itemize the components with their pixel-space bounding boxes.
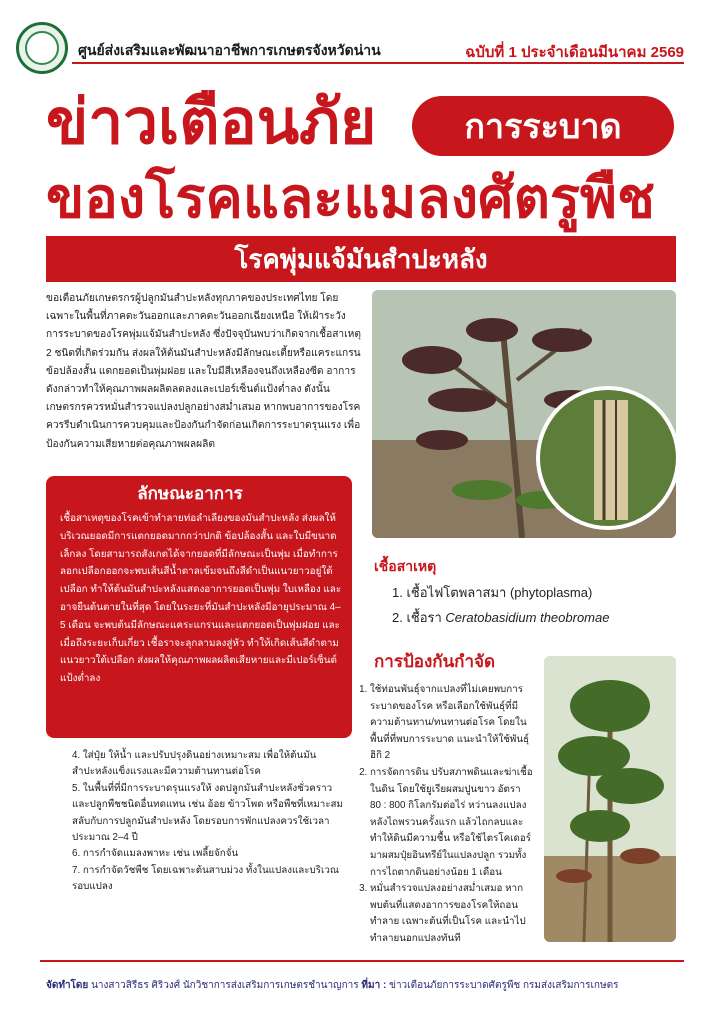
additional-prevention-item: 6. การกำจัดแมลงพาหะ เช่น เพลี้ยจักจั่น: [72, 848, 239, 860]
footer-rule: [40, 960, 684, 962]
prevention-list: [358, 682, 534, 948]
footer-source: ข่าวเตือนภัยการระบาดศัตรูพืช กรมส่งเสริมการเกษตร: [386, 980, 619, 991]
issue-number: ฉบับที่ 1 ประจำเดือนมีนาคม 2569: [465, 44, 684, 61]
cause-item-fungus: [392, 605, 609, 630]
headline-warning: ข่าวเตือนภัย: [46, 88, 377, 157]
additional-prevention-item: 4. ใส่ปุ๋ย ให้น้ำ และปรับปรุงดินอย่างเหมาะสม เพื่อให้ต้นมันสำปะหลังแข็งแรงและมีความต้านทานต่อโรค: [72, 750, 317, 778]
department-logo: [16, 22, 68, 74]
diseased-cassava-photo: [372, 290, 676, 538]
prevention-item: 2. การจัดการดิน ปรับสภาพดินและฆ่าเชื้อในดิน โดยใช้ยูเรียผสมปูนขาว อัตรา 80 : 800 กิโลกรัมต่อไร่ หว่านลงแปลงหลังไถพรวนครั้งแรก แล้วไถกลบและทำให้ดินมีความชื้น หรือใช้ไตรโคเดอร์มาผสมปุ๋ยอินทรีย์ในแปลงปลูก รวมทั้งการไถตากดินอย่างน้อย 1 เดือน: [370, 765, 534, 881]
prevention-item: 3. หมั่นสำรวจแปลงอย่างสม่ำเสมอ หากพบต้นที่แสดงอาการของโรคให้ถอนทำลาย เฉพาะต้นที่เป็นโรค และนำไปทำลายนอกแปลงทันที: [370, 881, 534, 947]
cause-item-phytoplasma: 1. เชื้อไฟโตพลาสมา (phytoplasma): [392, 585, 593, 600]
cassava-field-illustration: [544, 656, 676, 942]
seal-icon: [25, 31, 59, 65]
disease-title: โรคพุ่มแจ้มันสำปะหลัง: [46, 236, 676, 282]
footer-prepared-by: นางสาวสิรีธร ศิริวงศ์ นักวิชาการส่งเสริมการเกษตรชำนาญการ: [88, 980, 362, 991]
cause-title: เชื้อสาเหตุ: [374, 558, 437, 574]
additional-prevention-item: 7. การกำจัดวัชพืช โดยเฉพาะต้นสาบม่วง ทั้งในแปลงและบริเวณรอบแปลง: [72, 864, 339, 893]
additional-prevention-list: [58, 748, 350, 896]
prevention-title: การป้องกันกำจัด: [374, 652, 496, 671]
headline-subject: ของโรคและแมลงศัตรูพืช: [46, 166, 655, 229]
symptoms-text: เชื้อสาเหตุของโรคเข้าทำลายท่อลำเลียงของมันสำปะหลัง ส่งผลให้บริเวณยอดมีการแตกยอดมากกว่าปกติ ข้อปล้องสั้น และใบมีขนาดเล็กลง โดยสามารถสังเกตได้จากยอดที่มีลักษณะเป็นพุ่ม เมื่อทำการลอกเปลือกออกจะพบเส้นสีน้ำตาลเข้มจนถึงสีดำเป็นแนวยาวอยู่ใต้เปลือก ทำให้ต้นมันสำปะหลังแสดงอาการยอดเป็นพุ่ม ใบเหลือง และอาจยืนต้นตายในที่สุด โดยในระยะที่มันสำปะหลังมีอายุประมาณ 4–5 เดือน จะพบต้นมีลักษณะแคระแกรนและแตกยอดเป็นพุ่มฝอย และเมื่อถึงระยะเก็บเกี่ยว เชื้อราจะลุกลามลงสู่หัว ทำให้เกิดเส้นสีดำตามแนวยาวใต้เปลือก ส่งผลให้คุณภาพผลผลิตเสียหายและมีเปอร์เซ็นต์แป้งต่ำลง: [60, 513, 342, 685]
additional-prevention-item: 5. ในพื้นที่ที่มีการระบาดรุนแรงให้ งดปลูกมันสำปะหลังชั่วคราว และปลูกพืชชนิดอื่นทดแทน เช่น อ้อย ข้าวโพด หรือพืชที่เหมาะสม สลับกับการปลูกมันสำปะหลัง โดยรอบการพักแปลงควรใช้เวลาประมาณ 2–4 ปี: [72, 782, 343, 844]
cause-list: [392, 580, 609, 630]
diseased-cassava-illustration: [372, 290, 676, 538]
cause-item-fungus-species: Ceratobasidium theobromae: [445, 610, 610, 625]
footer-credit: [46, 978, 686, 993]
cassava-field-photo: [544, 656, 676, 942]
prevention-item: 1. ใช้ท่อนพันธุ์จากแปลงที่ไม่เคยพบการระบาดของโรค หรือเลือกใช้พันธุ์ที่มีความต้านทาน/ทนทานต่อโรค โดยในพื้นที่ที่พบการระบาด แนะนำให้ใช้พันธุ์ฮิกิ 2: [370, 682, 534, 765]
symptoms-title: ลักษณะอาการ: [104, 478, 276, 508]
footer-prepared-label: จัดทำโดย: [46, 980, 89, 991]
headline-epidemic-badge: การระบาด: [412, 96, 674, 156]
footer-source-label: ที่มา :: [361, 980, 387, 991]
cause-item-fungus-prefix: 2. เชื้อรา: [392, 610, 446, 625]
intro-paragraph: ขอเตือนภัยเกษตรกรผู้ปลูกมันสำปะหลังทุกภาคของประเทศไทย โดยเฉพาะในพื้นที่ภาคตะวันออกและภาคตะวันออกเฉียงเหนือ ให้เฝ้าระวังการระบาดของโรคพุ่มแจ้มันสำปะหลัง ซึ่งปัจจุบันพบว่าเกิดจากเชื้อสาเหตุ 2 ชนิดที่เกิดร่วมกัน ส่งผลให้ต้นมันสำปะหลังมีลักษณะเตี้ยหรือแคระแกรน ข้อปล้องสั้น แตกยอดเป็นพุ่มฝอย และใบมีสีเหลืองจนถึงเหลืองซีด อาการดังกล่าวทำให้คุณภาพผลผลิตลดลงและเปอร์เซ็นต์แป้งต่ำลง ดังนั้นเกษตรกรควรหมั่นสำรวจแปลงปลูกอย่างสม่ำเสมอ หากพบอาการของโรคควรรีบดำเนินการควบคุมและป้องกันกำจัดก่อนเกิดการระบาดรุนแรง เพื่อป้องกันความเสียหายต่อคุณภาพผลผลิต: [46, 293, 361, 450]
center-name: ศูนย์ส่งเสริมและพัฒนาอาชีพการเกษตรจังหวัดน่าน: [78, 42, 381, 58]
